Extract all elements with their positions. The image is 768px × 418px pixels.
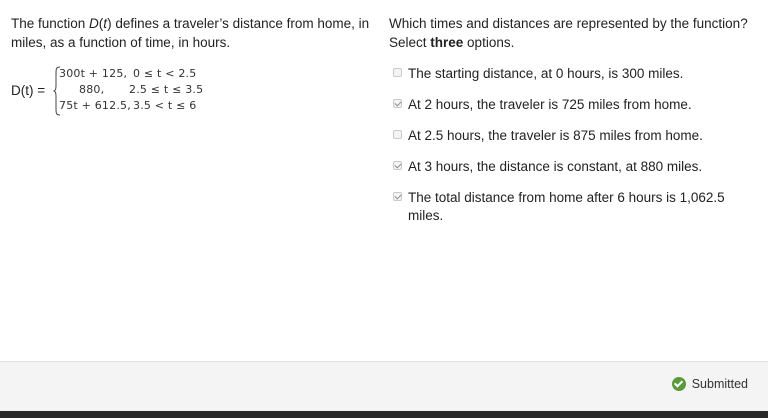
option-item[interactable]: [389, 158, 759, 176]
option-item[interactable]: [389, 127, 759, 145]
footer-bar: [0, 361, 768, 412]
check-circle-icon: [672, 377, 686, 391]
piecewise-function: [11, 66, 231, 116]
case-condition: 0 ≤ t < 2.5: [133, 67, 197, 80]
option-label: At 3 hours, the distance is constant, at 880 miles.: [408, 159, 703, 174]
checkbox[interactable]: [393, 161, 402, 170]
checkbox[interactable]: [393, 68, 402, 77]
answer-instruction: Which times and distances are represented by the function? Select three options.: [389, 16, 748, 50]
question-panel: [11, 14, 376, 112]
option-item[interactable]: [389, 65, 759, 83]
question-prompt: The function D(t) defines a traveler’s distance from home, in miles, as a function of time, in hours.: [11, 16, 370, 50]
case-condition: 2.5 ≤ t ≤ 3.5: [129, 83, 204, 96]
option-label: At 2 hours, the traveler is 725 miles from home.: [408, 97, 692, 112]
option-item[interactable]: [389, 96, 759, 114]
option-label: At 2.5 hours, the traveler is 875 miles from home.: [408, 128, 703, 143]
case-condition: 3.5 < t ≤ 6: [133, 99, 197, 112]
option-label: The total distance from home after 6 hours is 1,062.5 miles.: [408, 190, 725, 223]
case-expression: 880,: [79, 83, 105, 96]
checkbox[interactable]: [393, 99, 402, 108]
function-label: D(t) =: [11, 83, 46, 98]
case-expression: 75t + 612.5,: [59, 99, 131, 112]
submission-status: [672, 377, 748, 391]
answer-panel: [389, 14, 761, 223]
option-item[interactable]: [389, 189, 759, 225]
case-expression: 300t + 125,: [59, 67, 128, 80]
status-label: Submitted: [691, 377, 748, 391]
checkbox[interactable]: [393, 192, 402, 201]
checkbox[interactable]: [393, 130, 402, 139]
option-label: The starting distance, at 0 hours, is 300 miles.: [408, 66, 684, 81]
bottom-bar: [0, 411, 768, 418]
